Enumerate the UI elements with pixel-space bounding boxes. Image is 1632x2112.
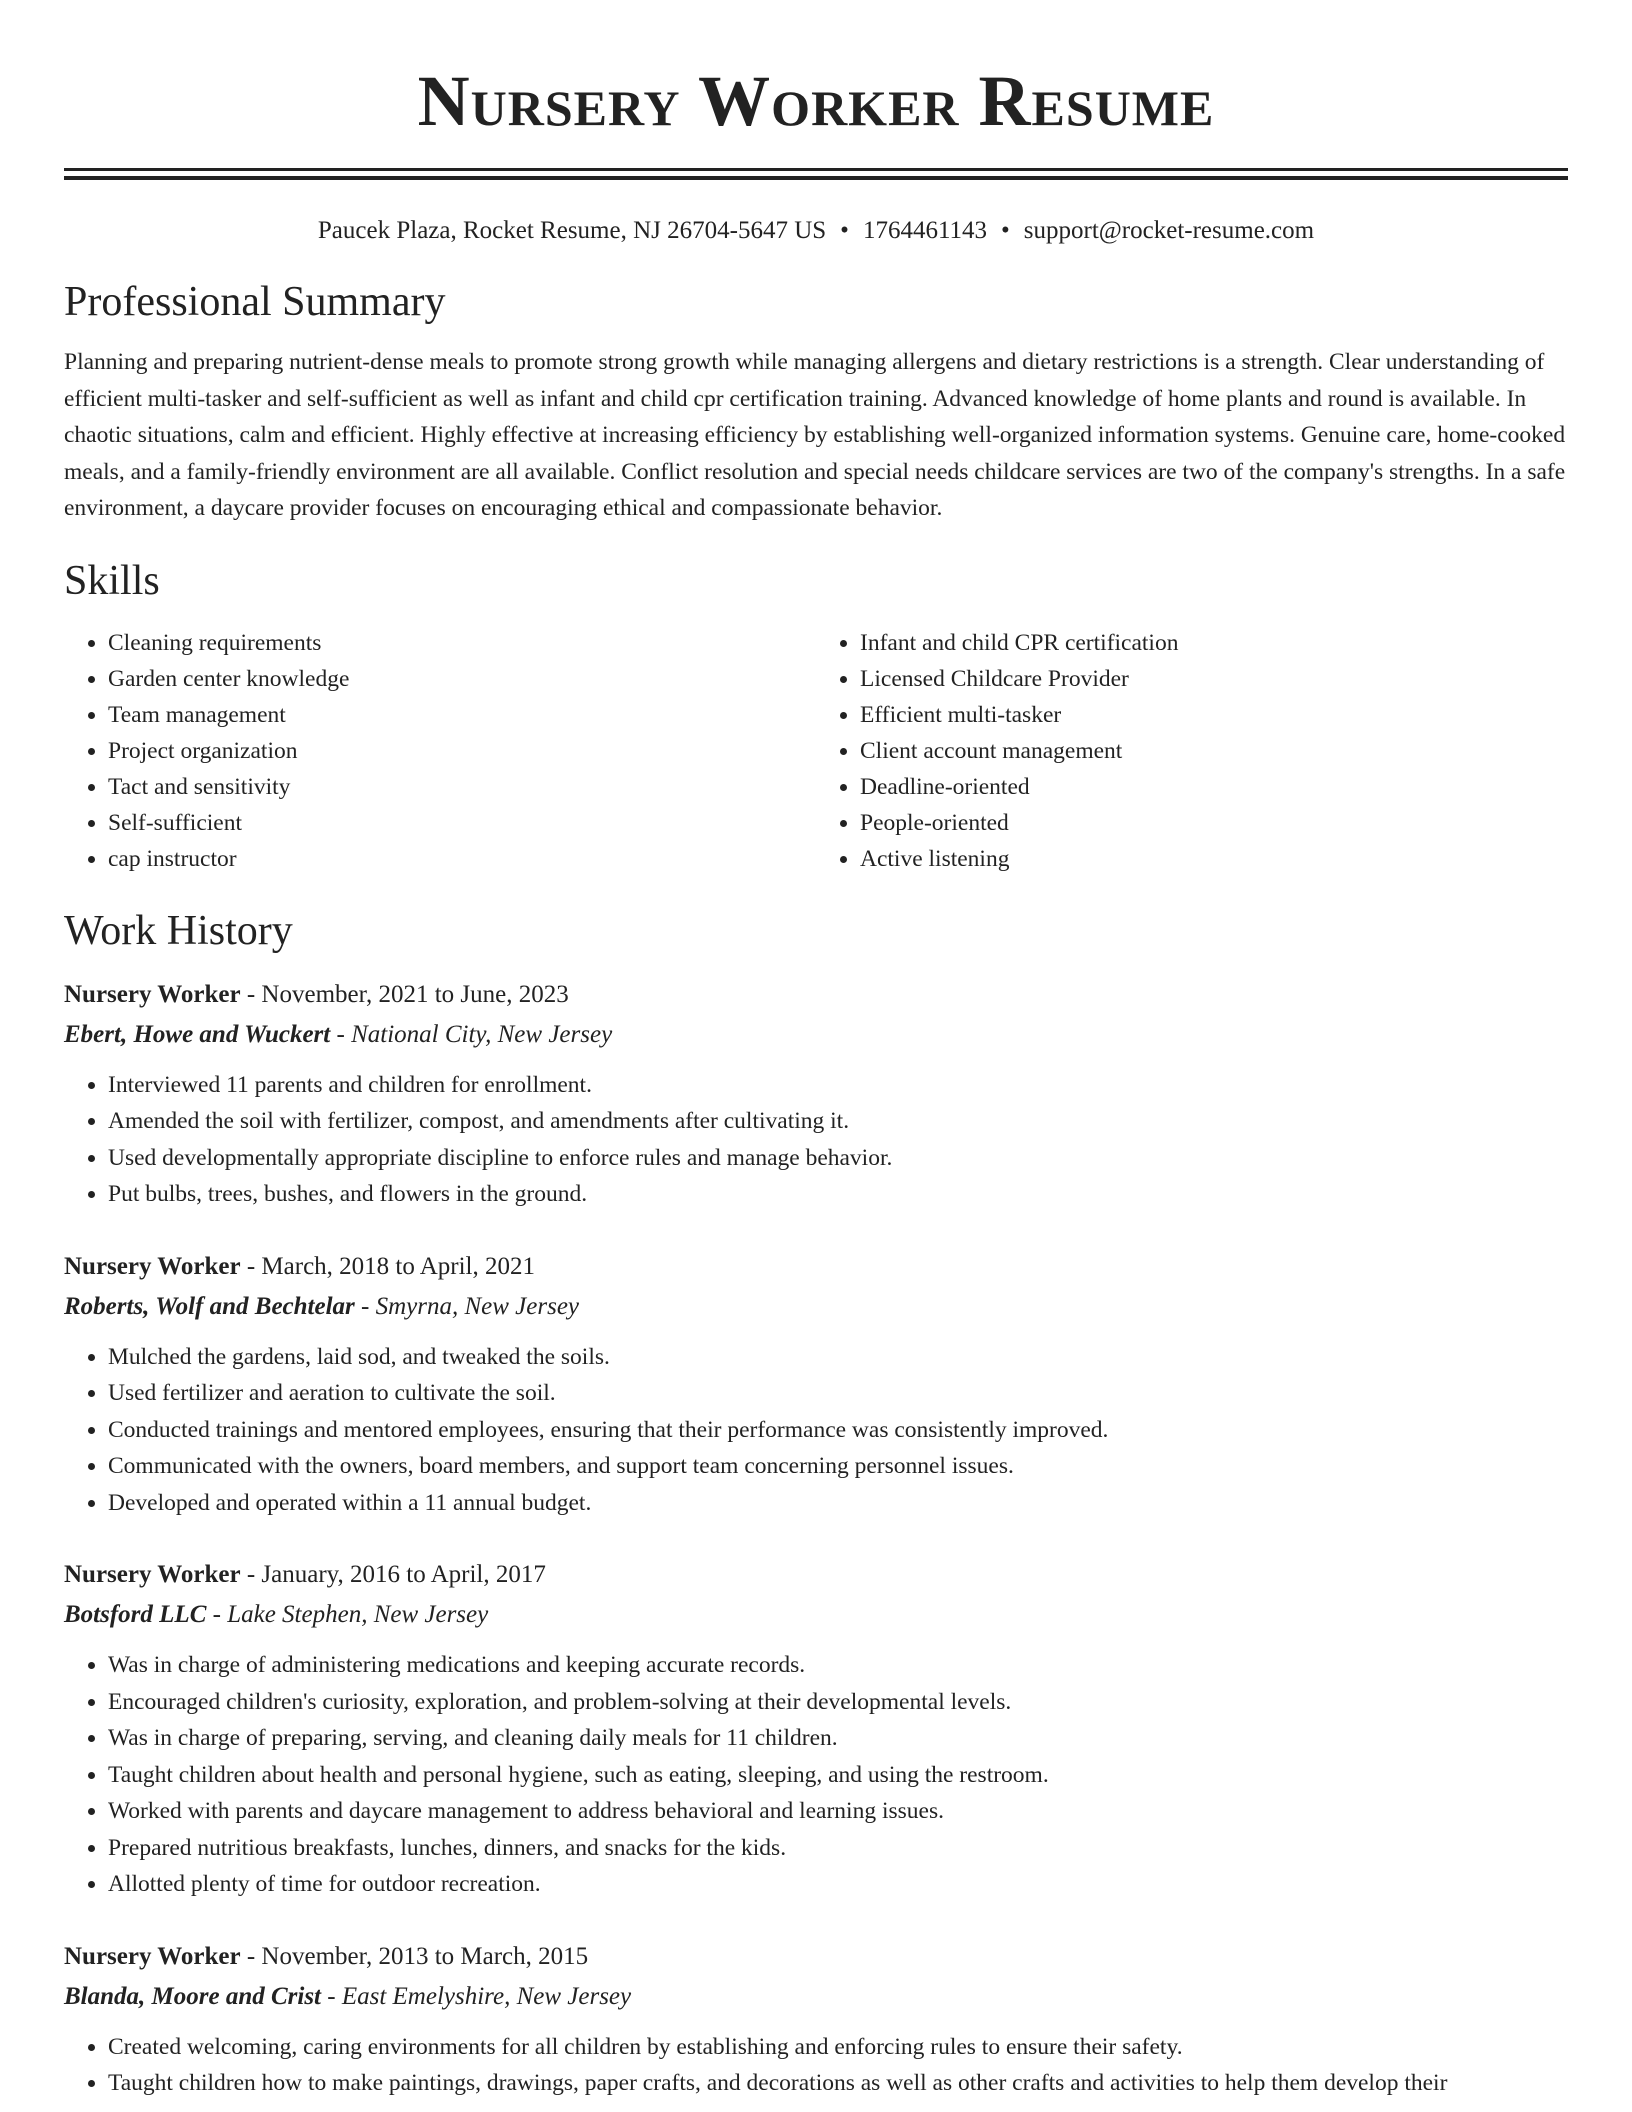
skill-item: • Deadline-oriented — [860, 769, 1568, 805]
summary-heading: Professional Summary — [64, 279, 446, 325]
skill-item: • Client account management — [860, 733, 1568, 769]
summary-text: Planning and preparing nutrient-dense meals to promote strong growth while managing allergens and dietary restrictions is a strength. Clear understanding of efficient multi-tasker and self-sufficient as well as infant and child cpr certification training. Advanced knowledge of home plants and round is available. In chaotic situations, calm and efficient. Highly effective at increasing efficiency by establishing well-organized information systems. Genuine care, home-cooked meals, and a family-friendly environment are all available. Conflict resolution and special needs childcare services are two of the company's strengths. In a safe environment, a daycare provider focuses on encouraging ethical and compassionate behavior. — [64, 349, 1566, 521]
duty-item: • Was in charge of preparing, serving, and cleaning daily meals for 11 children. — [108, 1720, 1568, 1757]
skills-column-left — [64, 625, 816, 877]
skill-item: • Garden center knowledge — [108, 661, 816, 697]
job-duties — [64, 1339, 1568, 1522]
company-location: Smyrna, New Jersey — [375, 1292, 580, 1320]
job-title: Nursery Worker — [64, 1942, 241, 1970]
contact-email: support@rocket-resume.com — [1023, 217, 1315, 244]
job-dates: January, 2016 to April, 2017 — [261, 1561, 546, 1588]
skill-item: • Team management — [108, 697, 816, 733]
job-title: Nursery Worker — [64, 1561, 241, 1588]
resume-title: Nursery Worker Resume — [417, 61, 1215, 141]
contact-separator: • — [1001, 217, 1010, 244]
title-divider — [64, 168, 1568, 180]
contact-line — [64, 214, 1568, 248]
skill-item: • Efficient multi-tasker — [860, 697, 1568, 733]
job-dates: November, 2013 to March, 2015 — [261, 1942, 589, 1970]
company-line: Roberts, Wolf and Bechtelar - Smyrna, New Jersey — [64, 1292, 580, 1320]
duty-item: • Taught children about health and personal hygiene, such as eating, sleeping, and using the restroom. — [108, 1757, 1568, 1794]
job-entry — [64, 1937, 1568, 2102]
duty-item: • Created welcoming, caring environments for all children by establishing and enforcing rules to ensure their safety. — [108, 2029, 1568, 2066]
duty-item: • Taught children how to make paintings, drawings, paper crafts, and decorations as well as other crafts and activities to help them develop their — [108, 2065, 1568, 2102]
duty-item: • Was in charge of administering medications and keeping accurate records. — [108, 1647, 1568, 1684]
company-location: National City, New Jersey — [351, 1020, 613, 1048]
skill-item: • Active listening — [860, 841, 1568, 877]
job-title: Nursery Worker — [64, 980, 241, 1008]
duty-item: • Developed and operated within a 11 annual budget. — [108, 1485, 1568, 1522]
skills-heading: Skills — [64, 557, 160, 604]
skills-column-right — [816, 625, 1568, 877]
company-name: Ebert, Howe and Wuckert — [64, 1020, 331, 1048]
skill-item: • People-oriented — [860, 805, 1568, 841]
duty-item: • Communicated with the owners, board members, and support team concerning personnel issues. — [108, 1448, 1568, 1485]
job-title-line: Nursery Worker - November, 2021 to June, 2023 — [64, 980, 569, 1008]
job-dates: March, 2018 to April, 2021 — [261, 1252, 536, 1280]
job-entry — [64, 1247, 1568, 1522]
job-entry — [64, 1555, 1568, 1903]
company-location: East Emelyshire, New Jersey — [341, 1982, 632, 2010]
job-entry — [64, 975, 1568, 1213]
job-title-line: Nursery Worker - January, 2016 to April, 2017 — [64, 1561, 546, 1588]
company-line: Blanda, Moore and Crist - East Emelyshire, New Jersey — [64, 1982, 632, 2010]
skill-item: • Self-sufficient — [108, 805, 816, 841]
job-duties — [64, 1647, 1568, 1903]
company-line: Botsford LLC - Lake Stephen, New Jersey — [64, 1601, 489, 1628]
duty-item: • Interviewed 11 parents and children for enrollment. — [108, 1067, 1568, 1104]
duty-item: • Mulched the gardens, laid sod, and tweaked the soils. — [108, 1339, 1568, 1376]
job-duties — [64, 2029, 1568, 2102]
company-name: Blanda, Moore and Crist — [64, 1982, 322, 2010]
duty-item: • Amended the soil with fertilizer, compost, and amendments after cultivating it. — [108, 1103, 1568, 1140]
skill-item: • Project organization — [108, 733, 816, 769]
company-line: Ebert, Howe and Wuckert - National City, New Jersey — [64, 1020, 613, 1048]
duty-item: • Allotted plenty of time for outdoor recreation. — [108, 1866, 1568, 1903]
contact-phone: 1764461143 — [862, 217, 988, 244]
skill-item: • cap instructor — [108, 841, 816, 877]
skills-list — [64, 625, 1568, 877]
duty-item: • Used developmentally appropriate discipline to enforce rules and manage behavior. — [108, 1140, 1568, 1177]
job-title-line: Nursery Worker - March, 2018 to April, 2021 — [64, 1252, 536, 1280]
skill-item: • Infant and child CPR certification — [860, 625, 1568, 661]
company-name: Roberts, Wolf and Bechtelar — [64, 1292, 355, 1320]
duty-item: • Worked with parents and daycare management to address behavioral and learning issues. — [108, 1793, 1568, 1830]
skill-item: • Licensed Childcare Provider — [860, 661, 1568, 697]
job-title-line: Nursery Worker - November, 2013 to March, 2015 — [64, 1942, 589, 1970]
contact-address: Paucek Plaza, Rocket Resume, NJ 26704-5647 US — [317, 217, 827, 244]
job-title: Nursery Worker — [64, 1252, 241, 1280]
company-location: Lake Stephen, New Jersey — [227, 1601, 489, 1628]
duty-item: • Prepared nutritious breakfasts, lunches, dinners, and snacks for the kids. — [108, 1830, 1568, 1867]
duty-item: • Encouraged children's curiosity, exploration, and problem-solving at their developmental levels. — [108, 1684, 1568, 1721]
duty-item: • Conducted trainings and mentored employees, ensuring that their performance was consistently improved. — [108, 1412, 1568, 1449]
job-dates: November, 2021 to June, 2023 — [261, 980, 569, 1008]
job-duties — [64, 1067, 1568, 1213]
duty-item: • Used fertilizer and aeration to cultivate the soil. — [108, 1375, 1568, 1412]
resume-page — [64, 0, 1568, 2102]
contact-separator: • — [840, 217, 849, 244]
skill-item: • Tact and sensitivity — [108, 769, 816, 805]
company-name: Botsford LLC — [64, 1601, 207, 1628]
skill-item: • Cleaning requirements — [108, 625, 816, 661]
duty-item: • Put bulbs, trees, bushes, and flowers in the ground. — [108, 1176, 1568, 1213]
work-history-heading: Work History — [64, 907, 293, 954]
